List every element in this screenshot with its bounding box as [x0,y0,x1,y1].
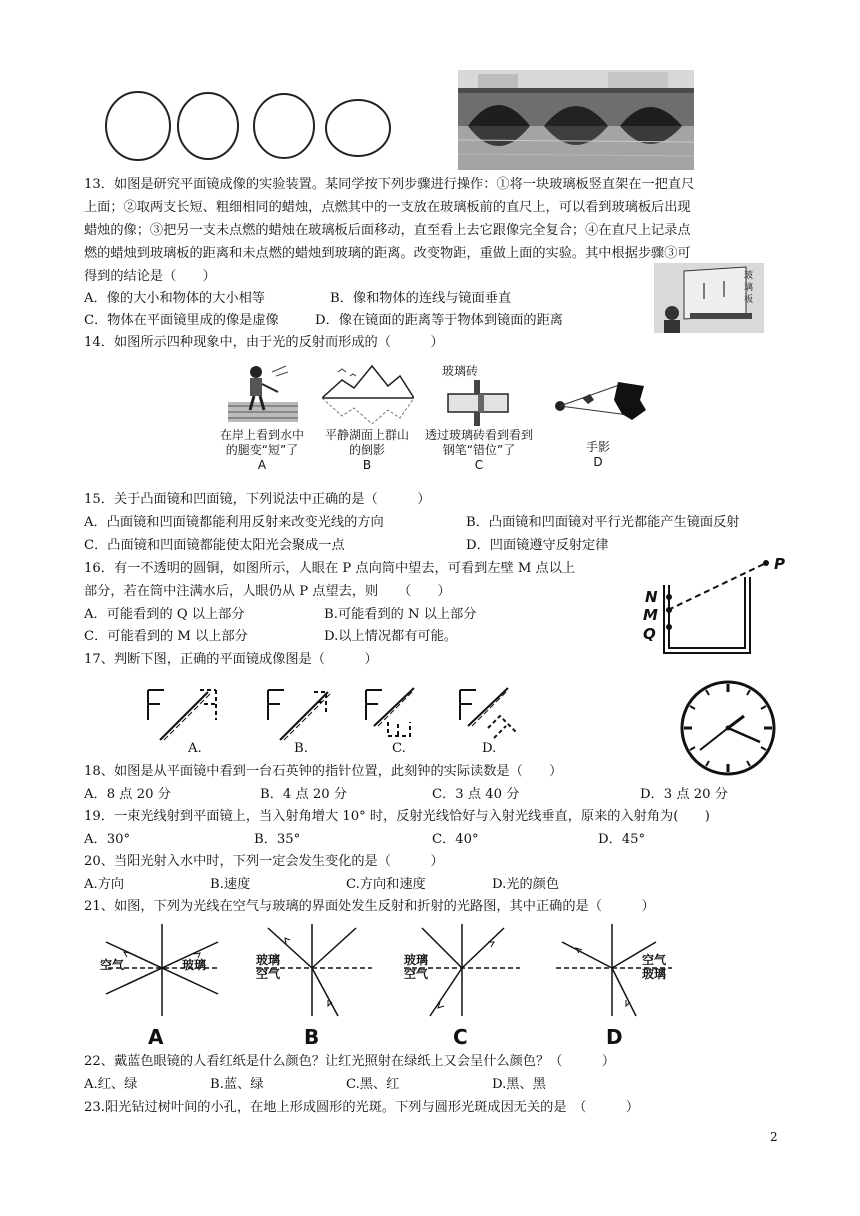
q17-label-b: B. [294,741,308,756]
q22-option-a: A.红、绿 [84,1077,138,1092]
q23-stem: 23.阳光钻过树叶间的小孔，在地上形成圆形的光斑。下列与圆形光斑成因无关的是 （ ） [84,1100,640,1115]
q13-option-c: C．物体在平面镜里成的像是虚像 [84,313,279,328]
q17-label-a: A. [188,741,202,756]
q13-stem-line1: 13．如图是研究平面镜成像的实验装置。某同学按下列步骤进行操作：①将一块玻璃板竖直架在一把直尺 [84,177,695,192]
q13-option-a: A．像的大小和物体的大小相等 [84,291,265,306]
four-circles-figure [100,84,400,164]
page-number: 2 [770,1130,778,1144]
q21-label-c: C [453,1025,468,1049]
q14-caption-a: 在岸上看到水中 的腿变“短”了 A [219,428,304,472]
q18-option-b: B．4 点 20 分 [260,787,347,802]
q13-stem-line4: 燃的蜡烛到玻璃板的距离和未点燃的蜡烛到玻璃的距离。改变物距，重做上面的实验。其中根据步骤③可 [84,246,691,261]
q20-option-b: B.速度 [210,877,251,892]
label-p: P [774,555,785,573]
q18-option-a: A．8 点 20 分 [84,787,171,802]
q16-option-c: C．可能看到的 M 以上部分 [84,629,248,644]
q15-option-a: A．凸面镜和凹面镜都能利用反射来改变光线的方向 [84,515,384,530]
q15-stem: 15．关于凸面镜和凹面镜，下列说法中正确的是（ ） [84,492,431,507]
stone-bridge-photo [458,70,694,170]
q19-stem: 19．一束光线射到平面镜上，当入射角增大 10° 时，反射光线恰好与入射光线垂直，原来的入射角为( ) [84,809,710,824]
q21-b-bottom-label: 空气 [256,967,281,981]
q22-option-c: C.黑、红 [346,1077,400,1092]
q16-stem-line2: 部分，若在筒中注满水后，人眼仍从 P 点望去，则 （ ） [84,584,451,599]
q22-option-d: D.黑、黑 [492,1077,546,1092]
q22-option-b: B.蓝、绿 [210,1077,264,1092]
q19-option-b: B．35° [254,832,301,847]
q18-option-d: D．3 点 20 分 [640,787,728,802]
q21-a-left-label: 空气 [100,958,125,972]
q16-stem-line1: 16．有一不透明的圆铜，如图所示，人眼在 P 点向筒中望去，可看到左壁 M 点以上 [84,561,576,576]
leg-in-water-icon [228,362,308,424]
q15-option-d: D．凹面镜遵守反射定律 [466,538,609,553]
q13-stem-line2: 上面；②取两支长短、粗细相同的蜡烛，点燃其中的一支放在玻璃板前的直尺上，可以看到玻璃板后出现 [84,200,691,215]
q15-option-c: C．凸面镜和凹面镜都能使太阳光会聚成一点 [84,538,345,553]
label-q: Q [643,625,656,643]
label-n: N [645,588,658,606]
pen-through-glass-icon [440,380,512,426]
q16-option-a: A．可能看到的 Q 以上部分 [84,607,245,622]
q15-option-b: B．凸面镜和凹面镜对平行光都能产生镜面反射 [466,515,740,530]
q21-label-d: D [606,1025,623,1049]
q19-option-c: C．40° [432,832,479,847]
q14-caption-b: 平静湖面上群山 的倒影 B [324,428,409,472]
q21-c-bottom-label: 空气 [404,967,429,981]
mirror-figure-d [454,686,534,744]
mirror-figure-a [142,686,222,744]
q14-caption-d: 手影 D [585,440,610,469]
q14-stem: 14．如图所示四种现象中，由于光的反射而形成的（ ） [84,335,444,350]
q21-b-top-label: 玻璃 [256,953,281,967]
q18-option-c: C．3 点 40 分 [432,787,520,802]
q14-caption-c: 透过玻璃砖看到看到 钢笔“错位”了 C [424,428,533,472]
q20-option-c: C.方向和速度 [346,877,426,892]
cylinder-diagram [640,555,790,660]
q21-label-b: B [304,1025,320,1049]
clock-figure [676,676,780,780]
mirror-figure-c [360,686,440,744]
q21-d-bottom-label: 玻璃 [642,967,667,981]
q21-d-top-label: 空气 [642,953,667,967]
q21-a-right-label: 玻璃 [182,958,207,972]
mountain-reflection-icon [322,362,414,424]
q21-label-a: A [148,1025,164,1049]
q20-option-a: A.方向 [84,877,125,892]
q13-stem-line5: 得到的结论是（ ） [84,269,216,284]
q19-option-a: A．30° [84,832,131,847]
q16-option-d: D.以上情况都有可能。 [324,629,457,644]
q20-stem: 20、当阳光射入水中时，下列一定会发生变化的是（ ） [84,854,444,869]
q19-option-d: D．45° [598,832,646,847]
q22-stem: 22、戴蓝色眼镜的人看红纸是什么颜色？让红光照射在绿纸上又会呈什么颜色？（ ） [84,1054,616,1069]
q14-glass-brick-label: 玻璃砖 [441,364,478,378]
q17-label-d: D. [482,741,497,756]
q17-stem: 17、判断下图，正确的平面镜成像图是（ ） [84,652,378,667]
q13-option-b: B．像和物体的连线与镜面垂直 [330,291,512,306]
q17-label-c: C. [392,741,406,756]
q13-option-d: D．像在镜面的距离等于物体到镜面的距离 [315,313,563,328]
q21-stem: 21、如图，下列为光线在空气与玻璃的界面处发生反射和折射的光路图，其中正确的是（ ） [84,899,655,914]
label-m: M [643,606,658,624]
q16-option-b: B.可能看到的 N 以上部分 [324,607,477,622]
hand-shadow-icon [552,380,648,422]
q21-c-top-label: 玻璃 [404,953,429,967]
q18-stem: 18、如图是从平面镜中看到一台石英钟的指针位置，此刻钟的实际读数是（ ） [84,764,563,779]
mirror-figure-b [262,686,342,744]
glass-plate-label: 玻璃板 [744,271,754,305]
q13-stem-line3: 蜡烛的像；③把另一支未点燃的蜡烛在玻璃板后面移动，直至看上去它跟像完全复合；④在直尺上记录点 [84,223,691,238]
q20-option-d: D.光的颜色 [492,877,560,892]
